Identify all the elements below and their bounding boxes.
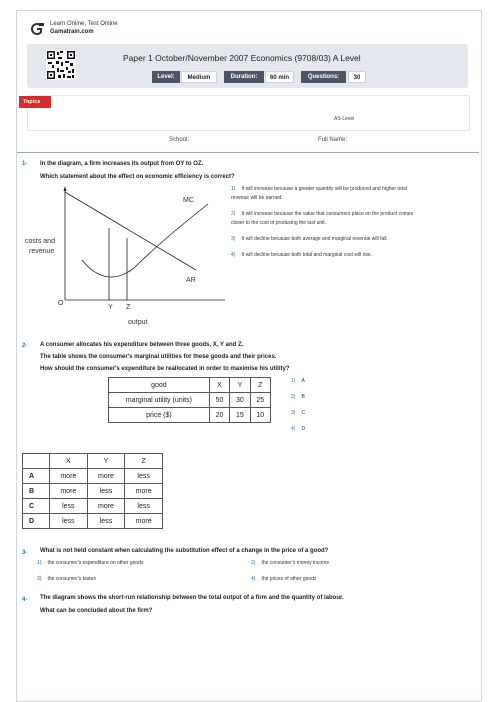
table-row	[23, 454, 163, 469]
option-1[interactable]: 1) A	[291, 378, 305, 384]
table-cell: 30	[230, 393, 250, 408]
table-cell: less	[50, 499, 88, 514]
ar-label: AR	[186, 277, 196, 284]
option-2[interactable]: 2) the consumer's money income	[251, 560, 330, 566]
table-row-label: A	[23, 469, 50, 484]
table-cell: 20	[209, 408, 229, 423]
table-row-label: B	[23, 484, 50, 499]
table-cell: marginal utility (units)	[109, 393, 210, 408]
qr-code-icon	[46, 50, 76, 80]
y-axis-label-1: costs and	[25, 238, 55, 245]
z-point-label: Z	[126, 304, 131, 311]
option-1[interactable]: 1) It will increase because a greater quantity will be produced and higher total revenue will be earned.	[231, 186, 407, 201]
question-number: 1-	[22, 161, 28, 167]
ar-curve	[65, 192, 196, 270]
table-cell: more	[87, 469, 125, 484]
topics-box	[27, 95, 470, 131]
table-header-cell: Y	[87, 454, 125, 469]
table-header-cell	[23, 454, 50, 469]
table-cell: more	[50, 469, 88, 484]
brand-tagline: Learn Online, Test Online	[50, 21, 118, 27]
y-axis-label-2: revenue	[29, 248, 55, 255]
duration-label: Duration:	[224, 71, 264, 83]
table-row	[23, 469, 163, 484]
table-header-cell: Z	[250, 378, 270, 393]
school-field[interactable]: School:	[169, 137, 190, 143]
paper-title: Paper 1 October/November 2007 Economics (9708/03) A Level	[123, 53, 361, 63]
topic-as-level: AS-Level	[334, 116, 355, 122]
x-axis-label: output	[128, 319, 148, 326]
question-2-line-2: The table shows the consumer's marginal utilities for these goods and their prices.	[40, 354, 277, 360]
origin-label: O	[58, 300, 64, 307]
table-row	[23, 499, 163, 514]
questions-value: 30	[348, 71, 366, 83]
option-4[interactable]: 4) It will decline because both total and marginal cost will rise.	[231, 252, 373, 258]
level-value: Medium	[181, 71, 217, 83]
divider	[17, 152, 479, 153]
question-number: 3-	[22, 550, 28, 556]
questions-label: Questions:	[301, 71, 346, 83]
question-4-line-2: What can be concluded about the firm?	[40, 608, 153, 614]
table-header-cell: good	[109, 378, 210, 393]
duration-value: 60 min	[265, 71, 294, 83]
gamatrain-logo-icon	[30, 23, 44, 35]
question-1-diagram	[20, 182, 230, 330]
table-cell: 15	[230, 408, 250, 423]
level-label: Level:	[152, 71, 180, 83]
table-cell: more	[125, 514, 163, 529]
question-2-line-1: A consumer allocates his expenditure between three goods, X, Y and Z.	[40, 342, 244, 348]
utility-table	[108, 377, 271, 423]
option-1[interactable]: 1) the consumer's expenditure on other goods	[37, 560, 144, 566]
table-cell: less	[125, 499, 163, 514]
table-row	[23, 484, 163, 499]
y-point-label: Y	[108, 304, 113, 311]
y-axis-arrow-icon	[64, 186, 67, 191]
question-1-line-1: In the diagram, a firm increases its output from OY to OZ.	[40, 161, 204, 167]
reallocation-table	[22, 453, 163, 529]
table-cell: 50	[209, 393, 229, 408]
table-header-cell: X	[209, 378, 229, 393]
question-number: 4-	[22, 597, 28, 603]
option-3[interactable]: 3) It will decline because both average and marginal revenue will fall.	[231, 236, 388, 242]
table-cell: less	[87, 514, 125, 529]
table-row-label: C	[23, 499, 50, 514]
table-header-cell: Y	[230, 378, 250, 393]
table-header-cell: Z	[125, 454, 163, 469]
table-cell: less	[87, 484, 125, 499]
option-3[interactable]: 3) C	[291, 410, 306, 416]
full-name-field[interactable]: Full Name:	[318, 137, 348, 143]
question-2-line-3: How should the consumer's expenditure be reallocated in order to maximise his utility?	[40, 366, 290, 372]
question-number: 2-	[22, 343, 28, 349]
table-cell: 10	[250, 408, 270, 423]
question-3-line-1: What is not held constant when calculating the substitution effect of a change in the price of a good?	[40, 548, 329, 554]
option-3[interactable]: 3) the consumer's tastes	[37, 576, 96, 582]
table-cell: more	[50, 484, 88, 499]
brand-site[interactable]: Gamatrain.com	[50, 29, 94, 35]
topics-tag: Topics	[19, 96, 51, 108]
option-2[interactable]: 2) B	[291, 394, 305, 400]
table-row	[23, 514, 163, 529]
question-1-line-2: Which statement about the effect on economic efficiency is correct?	[40, 174, 235, 180]
table-cell: price ($)	[109, 408, 210, 423]
table-row	[109, 393, 271, 408]
table-cell: 25	[250, 393, 270, 408]
brand	[50, 20, 118, 36]
option-2[interactable]: 2) It will increase because the value that consumers place on the product comes closer to the cost of producing the last unit.	[231, 211, 414, 226]
table-cell: less	[125, 469, 163, 484]
table-cell: less	[50, 514, 88, 529]
mc-label: MC	[183, 197, 194, 204]
table-row	[109, 408, 271, 423]
option-4[interactable]: 4) the prices of other goods	[251, 576, 317, 582]
table-cell: more	[87, 499, 125, 514]
table-header-cell: X	[50, 454, 88, 469]
question-4-line-1: The diagram shows the short-run relationship between the total output of a firm and the quantity of labour.	[40, 595, 344, 601]
option-4[interactable]: 4) D	[291, 426, 306, 432]
table-row-label: D	[23, 514, 50, 529]
table-cell: more	[125, 484, 163, 499]
table-row	[109, 378, 271, 393]
